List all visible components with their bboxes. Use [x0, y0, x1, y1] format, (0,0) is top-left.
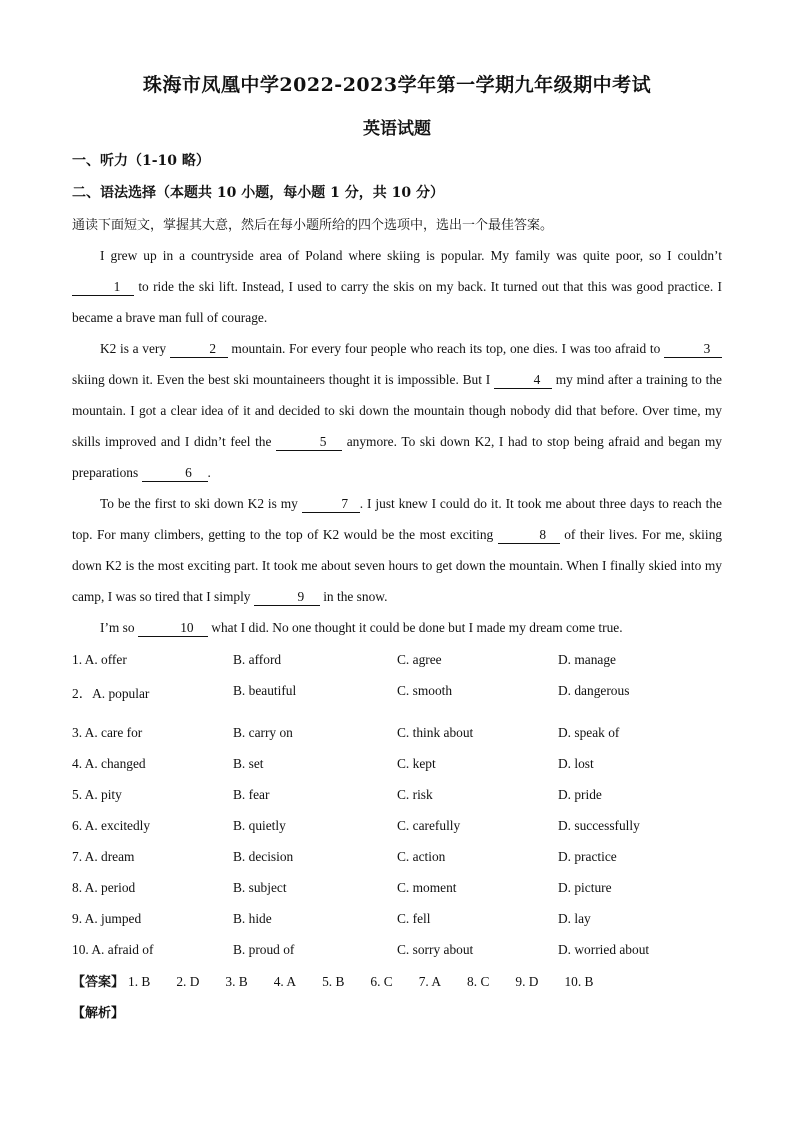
blank-10: 10	[138, 620, 208, 637]
option-c: C. sorry about	[397, 942, 474, 957]
option-d: D. lost	[558, 756, 594, 771]
option-b: B. carry on	[233, 725, 293, 740]
blank-9: 9	[254, 589, 320, 606]
option-a: 7. A. dream	[72, 849, 135, 864]
option-c: C. fell	[397, 911, 431, 926]
option-b: B. beautiful	[233, 683, 297, 698]
option-d: D. successfully	[558, 818, 640, 833]
exam-title: 珠海市凤凰中学2022-2023学年第一学期九年级期中考试	[142, 74, 652, 96]
option-c: C. moment	[397, 880, 457, 895]
option-b: B. decision	[233, 849, 294, 864]
answer-item: 6. C	[370, 974, 393, 989]
option-d: D. dangerous	[558, 683, 630, 698]
question-row-4	[72, 750, 732, 781]
option-d: D. pride	[558, 787, 602, 802]
answer-label: 【答案】	[72, 975, 125, 990]
passage-paragraph-2: K2 is a very 2 mountain. For every four people who reach its top, one dies. I was too afraid to 3 skiing down it. Even the best ski mountaineers thought it is impossible. But I 4 my mind after a training to the mountain. I got a clear idea of it and decided to ski down the mountain though nobody did that before. Over time, my skills improved and I didn’t feel the 5 anymore. To ski down K2, I had to stop being afraid and began my preparations 6 .	[72, 341, 722, 480]
option-a: 10. A. afraid of	[72, 942, 154, 957]
question-row-6	[72, 812, 732, 843]
instruction-text: 通读下面短文，掌握其大意，然后在每小题所给的四个选项中，选出一个最佳答案。	[72, 218, 554, 233]
option-b: B. afford	[233, 652, 282, 667]
option-a: 1. A. offer	[72, 652, 127, 667]
blank-4: 4	[494, 372, 552, 389]
option-b: B. quietly	[233, 818, 286, 833]
option-b: B. subject	[233, 880, 287, 895]
option-b: B. fear	[233, 787, 270, 802]
blank-5: 5	[276, 434, 342, 451]
option-c: C. action	[397, 849, 446, 864]
blank-7: 7	[302, 496, 360, 513]
question-row-1	[72, 646, 732, 677]
option-a: 9. A. jumped	[72, 911, 142, 926]
question-row-9	[72, 905, 732, 936]
option-c: C. kept	[397, 756, 436, 771]
option-c: C. carefully	[397, 818, 461, 833]
blank-6: 6	[142, 465, 208, 482]
passage-paragraph-3: To be the first to ski down K2 is my 7 . I just knew I could do it. It took me about three days to reach the top. For many climbers, getting to the top of K2 would be the most exciting 8 of their lives. For me, skiing down K2 is the most exciting part. It took me about seven hours to get down the mountain. When I finally skied into my camp, I was so tired that I simply 9 in the snow.	[72, 496, 722, 604]
option-d: D. worried about	[558, 942, 650, 957]
option-a: 3. A. care for	[72, 725, 143, 740]
option-d: D. lay	[558, 911, 591, 926]
option-c: C. agree	[397, 652, 442, 667]
option-a: 2．A. popular	[72, 686, 150, 701]
option-c: C. think about	[397, 725, 474, 740]
answer-item: 1. B	[128, 974, 151, 989]
option-a: 5. A. pity	[72, 787, 122, 802]
question-row-7	[72, 843, 732, 874]
option-b: B. proud of	[233, 942, 295, 957]
reading-passage	[72, 240, 722, 643]
blank-3: 3	[664, 341, 722, 358]
answer-item: 3. B	[225, 974, 248, 989]
option-a: 6. A. excitedly	[72, 818, 151, 833]
answer-item: 10. B	[564, 974, 594, 989]
answer-item: 5. B	[322, 974, 345, 989]
question-row-3	[72, 719, 732, 750]
analysis-label: 【解析】	[72, 1006, 125, 1021]
answer-key	[72, 971, 593, 990]
answer-item: 4. A	[273, 974, 297, 989]
answer-options	[72, 646, 732, 967]
option-c: C. smooth	[397, 683, 453, 698]
option-d: D. practice	[558, 849, 617, 864]
option-d: D. manage	[558, 652, 617, 667]
answer-item: 9. D	[515, 974, 539, 989]
option-b: B. set	[233, 756, 264, 771]
section-listening-heading: 一、听力（1-10 略）	[72, 153, 210, 169]
passage-paragraph-1: I grew up in a countryside area of Poland where skiing is popular. My family was quite poor, so I couldn’t 1 to ride the ski lift. Instead, I used to carry the skis on my back. It turned out that this was good practice. I became a brave man full of courage.	[72, 248, 722, 325]
option-d: D. speak of	[558, 725, 620, 740]
passage-paragraph-4: I’m so 10 what I did. No one thought it could be done but I made my dream come true.	[100, 620, 623, 635]
option-a: 8. A. period	[72, 880, 136, 895]
question-row-5	[72, 781, 732, 812]
question-row-8	[72, 874, 732, 905]
option-d: D. picture	[558, 880, 612, 895]
answer-item: 7. A	[418, 974, 442, 989]
section-grammar-heading: 二、语法选择（本题共 10 小题，每小题 1 分，共 10 分）	[72, 185, 444, 201]
blank-8: 8	[498, 527, 560, 544]
blank-2: 2	[170, 341, 228, 358]
option-b: B. hide	[233, 911, 272, 926]
answer-item: 8. C	[467, 974, 490, 989]
option-c: C. risk	[397, 787, 433, 802]
question-row-10	[72, 936, 732, 967]
question-row-2	[72, 677, 732, 719]
exam-subtitle: 英语试题	[363, 119, 431, 139]
option-a: 4. A. changed	[72, 756, 146, 771]
blank-1: 1	[72, 279, 134, 296]
answer-item: 2. D	[176, 974, 200, 989]
